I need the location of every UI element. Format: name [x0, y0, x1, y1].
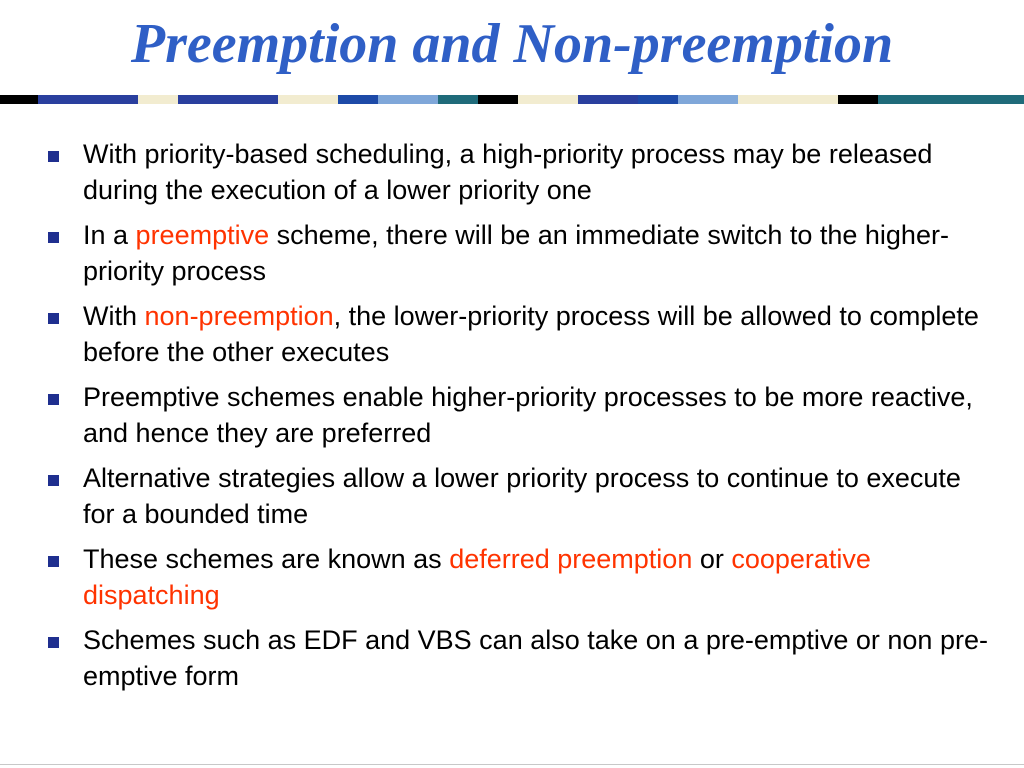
- divider-segment: [678, 95, 738, 104]
- square-bullet-icon: [48, 556, 59, 567]
- bullet-item: [0, 298, 1024, 370]
- bullet-list: [0, 136, 1024, 703]
- square-bullet-icon: [48, 394, 59, 405]
- divider-segment: [378, 95, 438, 104]
- divider-segment: [518, 95, 578, 104]
- bullet-item: [0, 136, 1024, 208]
- bullet-text: [83, 463, 961, 529]
- divider-segment: [338, 95, 378, 104]
- divider-segment: [878, 95, 1024, 104]
- bullet-text-part: scheme, there will be an immediate switch to the higher-priority process: [83, 220, 949, 286]
- bullet-item: [0, 541, 1024, 613]
- divider-segment: [578, 95, 638, 104]
- bullet-item: [0, 379, 1024, 451]
- square-bullet-icon: [48, 232, 59, 243]
- square-bullet-icon: [48, 313, 59, 324]
- divider-segment: [638, 95, 678, 104]
- divider-segment: [138, 95, 178, 104]
- bullet-text-part: In a: [83, 220, 136, 250]
- divider-segment: [438, 95, 478, 104]
- square-bullet-icon: [48, 151, 59, 162]
- highlighted-term: deferred preemption: [449, 544, 693, 574]
- bullet-text-part: Schemes such as EDF and VBS can also take on a pre-emptive or non pre-emptive form: [83, 625, 988, 691]
- highlighted-term: non-preemption: [144, 301, 334, 331]
- bullet-text-part: , the lower-priority process will be allowed to complete before the other executes: [83, 301, 979, 367]
- divider-segment: [478, 95, 518, 104]
- bullet-item: [0, 622, 1024, 694]
- divider-segment: [838, 95, 878, 104]
- divider-segment: [738, 95, 838, 104]
- square-bullet-icon: [48, 637, 59, 648]
- bullet-item: [0, 217, 1024, 289]
- bullet-text-part: With priority-based scheduling, a high-priority process may be released during the execution of a lower priority one: [83, 139, 933, 205]
- highlighted-term: cooperative dispatching: [83, 544, 871, 610]
- bullet-item: [0, 460, 1024, 532]
- bullet-text-part: These schemes are known as: [83, 544, 450, 574]
- bullet-text: [83, 544, 871, 610]
- bullet-text-part: Preemptive schemes enable higher-priority processes to be more reactive, and hence they are preferred: [83, 382, 973, 448]
- bullet-text: [83, 625, 988, 691]
- bullet-text: [83, 382, 973, 448]
- bottom-rule: [0, 764, 1024, 765]
- square-bullet-icon: [48, 475, 59, 486]
- bullet-text: [83, 139, 932, 205]
- slide-title: Preemption and Non-preemption: [130, 13, 894, 75]
- bullet-text-part: Alternative strategies allow a lower priority process to continue to execute for a bounded time: [83, 463, 961, 529]
- bullet-text: [83, 301, 979, 367]
- divider-segment: [0, 95, 38, 104]
- bullet-text: [83, 220, 949, 286]
- divider-segment: [178, 95, 278, 104]
- divider-segment: [38, 95, 138, 104]
- divider-segment: [278, 95, 338, 104]
- highlighted-term: preemptive: [135, 220, 270, 250]
- bullet-text-part: or: [692, 544, 732, 574]
- bullet-text-part: With: [83, 301, 145, 331]
